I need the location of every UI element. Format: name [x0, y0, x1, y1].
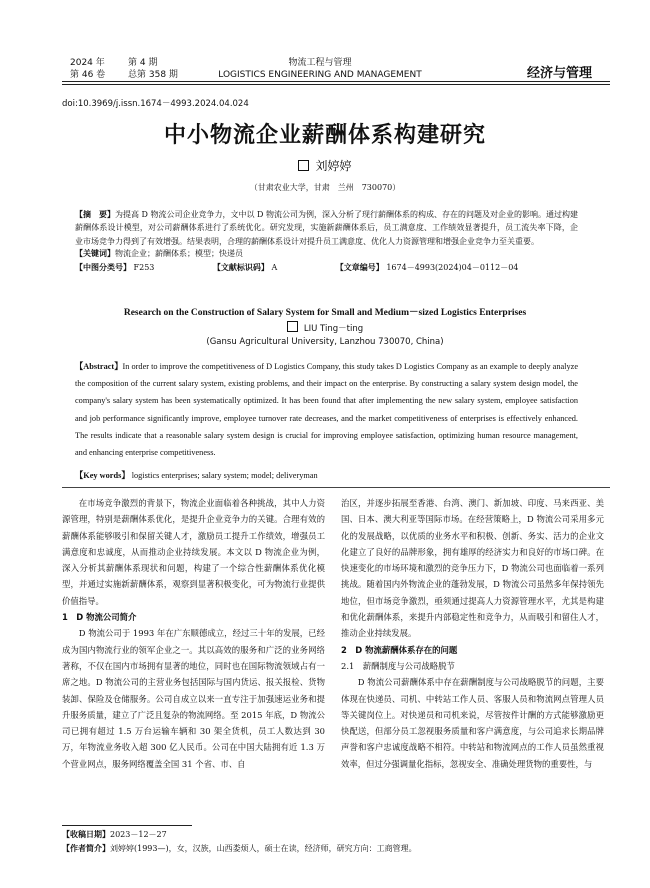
body-paragraph: 治区，并逐步拓展至香港、台湾、澳门、新加坡、印度、马来西亚、美国、日本、澳大利亚等国际市场。在经营策略上，D 物流公司采用多元化的发展战略，以优质的业务水平和积极、创新、务实、活力的企业文化建立了良好的品牌形象，拥有雄厚的经济实力和良好的市场口碑。在快速变化的市场环境和激烈的竞争压力下，D 物流公司也面临着一系列挑战。随着国内外物流企业的蓬勃发展，D 物流公司虽然多年保持领先地位，但市场竞争激烈，亟须通过提高人力资源管理水平，尤其是构建和优化薪酬体系，来提升内部稳定性和竞争力，从而吸引和留住人才，推动企业持续发展。 [341, 498, 604, 639]
author-line-en [0, 321, 650, 334]
total-issue: 总第 358 期 [128, 70, 178, 80]
received-date: 2023－12－27 [110, 830, 167, 839]
author-bio: 刘婷婷(1993—)，女，汉族，山西娄烦人，硕士在读，经济师，研究方向：工商管理。 [110, 843, 417, 853]
article-number-label: 【文章编号】 [335, 262, 384, 272]
paper-title-en: Research on the Construction of Salary System for Small and Medium－sized Logistics Enterprises [123, 308, 527, 318]
section-name: 经济与管理 [527, 66, 593, 81]
abstract-cn [75, 208, 578, 248]
issue-year: 2024 年 [70, 58, 105, 68]
author-marker-icon [298, 160, 309, 171]
body-paragraph: D 物流公司薪酬体系中存在薪酬制度与公司战略脱节的问题，主要体现在快递员、司机、中转站工作人员、客服人员和物流网点管理人员等关键岗位上。对快递员和司机来说，尽管按件计酬的方式能够激励更快配送，但部分员工忽视服务质量和客户满意度，与公司追求长期品牌声誉和客户忠诚度战略不相符。中转站和物流网点的工作人员虽然重视效率，但过分强调量化指标，忽视安全、准确处理货物的重要性，与 [341, 677, 604, 769]
keywords-cn [75, 247, 578, 260]
body-column-left [62, 495, 325, 772]
subsection-heading-2-1: 2.1 薪酬制度与公司战略脱节 [341, 660, 455, 671]
doc-code-value: A [271, 263, 278, 272]
section-heading-2: 2 D 物流薪酬体系存在的问题 [341, 644, 458, 655]
header-rule-thin [62, 84, 610, 85]
affiliation: （甘肃农业大学，甘肃 兰州 730070） [249, 183, 401, 192]
abstract-en-text: In order to improve the competitiveness of D Logistics Company, this study takes D Logistics Company as an example to deeply analyze the composition of the current salary system, existing problems, and their impact on the enterprise. By constructing a salary system design model, the company's salary system has been systematically optimized. It has been found that after implementing the new salary system, employee satisfaction and job performance significantly improve, employee turnover rate decreases, and the market competitiveness of enterprises is effectively enhanced. The results indicate that a reasonable salary system design is crucial for improving employee satisfaction, optimizing human resource management, and enhancing enterprise competitiveness. [75, 362, 579, 458]
keywords-cn-text: 物流企业；薪酬体系；模型；快递员 [115, 249, 243, 258]
footnote [62, 828, 417, 855]
doi: doi:10.3969/j.issn.1674－4993.2024.04.024 [62, 99, 249, 109]
abstract-divider [62, 487, 610, 488]
classification-row [75, 261, 578, 274]
abstract-cn-text: 为提高 D 物流公司企业竞争力，文中以 D 物流公司为例，深入分析了现行薪酬体系的构成、存在的问题及对企业的影响。通过构建薪酬体系设计模型，对公司薪酬体系进行了系统优化。研究发现，实施新薪酬体系后，员工满意度、工作绩效显著提升，员工流失率下降，企业市场竞争力得到了有效增强。结果表明，合理的薪酬体系设计对提升员工满意度、优化人力资源管理和增强企业竞争力至关重要。 [75, 210, 578, 246]
volume-number: 第 46 卷 [70, 70, 106, 80]
header-rule [62, 81, 610, 82]
section-heading-1: 1 D 物流公司简介 [62, 612, 137, 623]
affiliation-en: (Gansu Agricultural University, Lanzhou 730070, China) [206, 337, 444, 347]
abstract-en-label: 【Abstract】 [75, 362, 123, 371]
journal-name-cn: 物流工程与管理 [288, 58, 352, 68]
keywords-en-text: logistics enterprises; salary system; model; deliveryman [131, 471, 318, 480]
abstract-cn-label: 【摘 要】 [75, 209, 115, 219]
paper-title: 中小物流企业薪酬体系构建研究 [163, 122, 486, 148]
keywords-cn-label: 【关键词】 [75, 248, 115, 258]
abstract-en [75, 358, 578, 461]
author-bio-label: 【作者简介】 [62, 842, 110, 853]
issue-number: 第 4 期 [128, 58, 158, 68]
clc-label: 【中图分类号】 [75, 262, 131, 272]
author-name: 刘婷婷 [315, 159, 352, 173]
body-column-right [341, 495, 604, 772]
clc-value: F253 [133, 263, 155, 272]
doc-code-label: 【文献标识码】 [212, 262, 269, 272]
body-paragraph: 在市场竞争激烈的背景下，物流企业面临着各种挑战，其中人力资源管理，特别是薪酬体系优化，是提升企业竞争力的关键。合理有效的薪酬体系能够吸引和保留关键人才，激励员工提升工作绩效，增强员工满意度和忠诚度，从而推动企业持续发展。本文以 D 物流企业为例，深入分析其薪酬体系现状和问题，构建了一个综合性薪酬体系优化模型，并通过实施新薪酬体系，观察到显著积极变化，可为物流行业提供价值指导。 [62, 498, 325, 606]
author-name-en: LIU Ting－ting [303, 324, 364, 334]
article-number-value: 1674－4993(2024)04－0112－04 [386, 263, 519, 272]
issue-info [70, 57, 178, 81]
author-en-marker-icon [287, 321, 298, 332]
journal-name [200, 57, 440, 81]
author-line [0, 157, 650, 174]
received-label: 【收稿日期】 [62, 829, 110, 839]
body-paragraph: D 物流公司于 1993 年在广东顺德成立，经过三十年的发展，已经成为国内物流行业的领军企业之一。其以高效的服务和广泛的业务网络著称，不仅在国内市场拥有显著的地位，同时也在国际物流领域占有一席之地。D 物流公司的主营业务包括国际与国内货运、报关报检、货物装卸、保险及仓储服务。公司自成立以来一直专注于加强速运业务和提升服务质量，建立了广泛且复杂的物流网络。至 2015 年底，D 物流公司已拥有超过 1.5 万台运输车辆和 30 架全货机，员工人数达到 30 万，年物流业务收入超 300 亿人民币。公司在中国大陆拥有近 1.3 万个营业网点，服务网络覆盖全国 31 个省、市、自 [62, 628, 325, 769]
keywords-en [75, 467, 578, 484]
journal-name-en: LOGISTICS ENGINEERING AND MANAGEMENT [218, 70, 422, 80]
footnote-rule [62, 825, 192, 826]
keywords-en-label: 【Key words】 [75, 471, 130, 480]
